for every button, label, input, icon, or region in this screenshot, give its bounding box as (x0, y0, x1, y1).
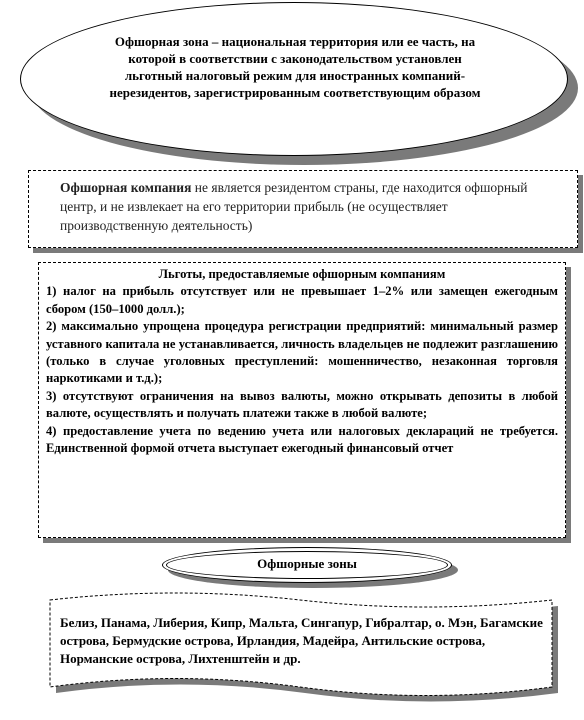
offshore-zones-list: Белиз, Панама, Либерия, Кипр, Мальта, Сингапур, Гибралтар, о. Мэн, Багамские острова, Бермудские острова, Ирландия, Мадейра, Антильские острова, Норманские острова, Лихтенштейн и др. (60, 615, 543, 666)
benefit-item: 1) налог на прибыль отсутствует или не превышает 1–2% или замещен ежегодным сбором (150–1000 долл.); (46, 284, 558, 316)
benefit-item: 3) отсутствуют ограничения на вывоз валюты, можно открывать депозиты в любой валюте, осуществлять и получать платежи также в любой валюте; (46, 388, 558, 421)
benefits-title: Льготы, предоставляемые офшорным компаниям (158, 267, 446, 281)
offshore-zone-definition: Офшорная зона – национальная территория или ее часть, на которой в соответствии с законодательством установлен льготный налоговый режим для иностранных компаний-нерезидентов, зарегистрированным соответствующим образом (109, 34, 481, 100)
offshore-company-term: Офшорная компания (60, 180, 192, 195)
zones-title: Офшорные зоны (257, 556, 357, 571)
benefit-item: 2) максимально упрощена процедура регистрации предприятий: минимальный размер уставного капитала не устанавливается, личность владельцев не подлежит разглашению (только в случае уголовных преступлений: мошенничество, незаконная торговля наркотиками и т.д.); (46, 319, 558, 386)
benefit-item: 4) предоставление учета по ведению учета или налоговых деклараций не требуется. Единственной формой отчета выступает ежегодный финансовый отчет (46, 423, 558, 456)
offshore-company-text: не является резидентом страны, где находится офшорный центр, и не извлекает на его территории прибыль (не осуществляет производственную деятельность) (60, 180, 528, 233)
